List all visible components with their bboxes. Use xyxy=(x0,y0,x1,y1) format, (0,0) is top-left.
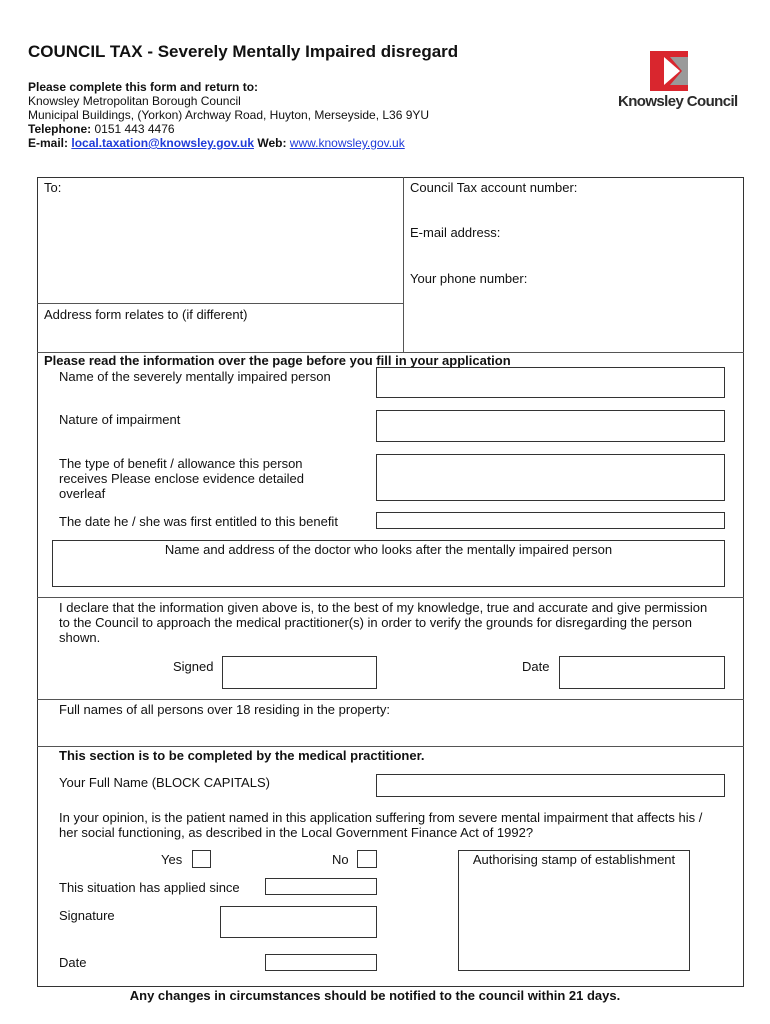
contact-line xyxy=(28,136,405,151)
web-link[interactable]: www.knowsley.gov.uk xyxy=(289,136,405,150)
read-notice: Please read the information over the page before you fill in your application xyxy=(44,353,511,368)
date-entitled-input[interactable] xyxy=(376,512,725,529)
divider xyxy=(37,746,744,747)
declaration-date-input[interactable] xyxy=(559,656,725,689)
council-name: Knowsley Metropolitan Borough Council xyxy=(28,94,241,108)
since-input[interactable] xyxy=(265,878,377,895)
divider xyxy=(37,597,744,598)
signature-label: Signature xyxy=(59,908,115,923)
footer-notice: Any changes in circumstances should be notified to the council within 21 days. xyxy=(129,988,621,1003)
logo-text: Knowsley Council xyxy=(618,93,738,110)
medical-heading: This section is to be completed by the medical practitioner. xyxy=(59,748,425,763)
impairment-label: Nature of impairment xyxy=(59,412,181,427)
practitioner-name-input[interactable] xyxy=(376,774,725,797)
to-label: To: xyxy=(44,180,62,195)
stamp-box[interactable] xyxy=(458,850,690,971)
impairment-input[interactable] xyxy=(376,410,725,442)
telephone-label: Telephone: xyxy=(28,122,92,136)
no-checkbox[interactable] xyxy=(357,850,377,868)
email-address-label: E-mail address: xyxy=(410,225,501,240)
alt-address-label: Address form relates to (if different) xyxy=(44,307,248,322)
alt-address-field[interactable] xyxy=(40,323,400,350)
web-label: Web: xyxy=(257,136,287,150)
account-number-field[interactable] xyxy=(410,197,740,219)
date-entitled-label: The date he / she was first entitled to this benefit xyxy=(59,514,338,529)
practitioner-name-label: Your Full Name (BLOCK CAPITALS) xyxy=(59,775,270,790)
yes-checkbox[interactable] xyxy=(192,850,211,868)
email-link[interactable]: local.taxation@knowsley.gov.uk xyxy=(71,136,254,150)
stamp-label: Authorising stamp of establishment xyxy=(472,852,676,867)
residents-label: Full names of all persons over 18 residing in the property: xyxy=(59,702,390,717)
declaration-text: I declare that the information given above is, to the best of my knowledge, true and accurate and give permission to the Council to approach the medical practitioner(s) in order to verify the grounds for disregarding the person shown. xyxy=(59,600,708,645)
declaration-date-label: Date xyxy=(522,659,550,674)
signature-input[interactable] xyxy=(220,906,377,938)
benefit-label: The type of benefit / allowance this person receives Please enclose evidence detailed overleaf xyxy=(59,456,304,501)
logo-mark-icon xyxy=(650,51,688,91)
return-instruction: Please complete this form and return to: xyxy=(28,80,259,94)
email-label: E-mail: xyxy=(28,136,69,150)
phone-label: Your phone number: xyxy=(410,271,528,286)
impaired-name-label: Name of the severely mentally impaired person xyxy=(59,369,331,384)
no-label: No xyxy=(332,852,349,867)
account-number-label: Council Tax account number: xyxy=(410,180,578,195)
divider xyxy=(37,303,403,304)
medical-question: In your opinion, is the patient named in this application suffering from severe mental impairment that affects his / her social functioning, as described in the Local Government Finance Act of 1992? xyxy=(59,810,703,840)
phone-field[interactable] xyxy=(410,288,740,348)
council-logo xyxy=(650,51,688,94)
to-address-field[interactable] xyxy=(40,197,400,301)
signed-input[interactable] xyxy=(222,656,377,689)
divider xyxy=(403,177,404,352)
since-label: This situation has applied since xyxy=(59,880,240,895)
residents-field[interactable] xyxy=(40,719,740,745)
email-address-field[interactable] xyxy=(410,242,740,264)
medical-date-label: Date xyxy=(59,955,87,970)
council-address: Municipal Buildings, (Yorkon) Archway Road, Huyton, Merseyside, L36 9YU xyxy=(28,108,430,122)
signed-label: Signed xyxy=(173,659,214,674)
doctor-label: Name and address of the doctor who looks after the mentally impaired person xyxy=(164,542,613,557)
telephone-line xyxy=(28,122,175,137)
medical-date-input[interactable] xyxy=(265,954,377,971)
benefit-input[interactable] xyxy=(376,454,725,501)
yes-label: Yes xyxy=(161,852,183,867)
divider xyxy=(37,699,744,700)
impaired-name-input[interactable] xyxy=(376,367,725,398)
telephone-number: 0151 443 4476 xyxy=(94,122,175,136)
page-title: COUNCIL TAX - Severely Mentally Impaired disregard xyxy=(28,42,459,61)
